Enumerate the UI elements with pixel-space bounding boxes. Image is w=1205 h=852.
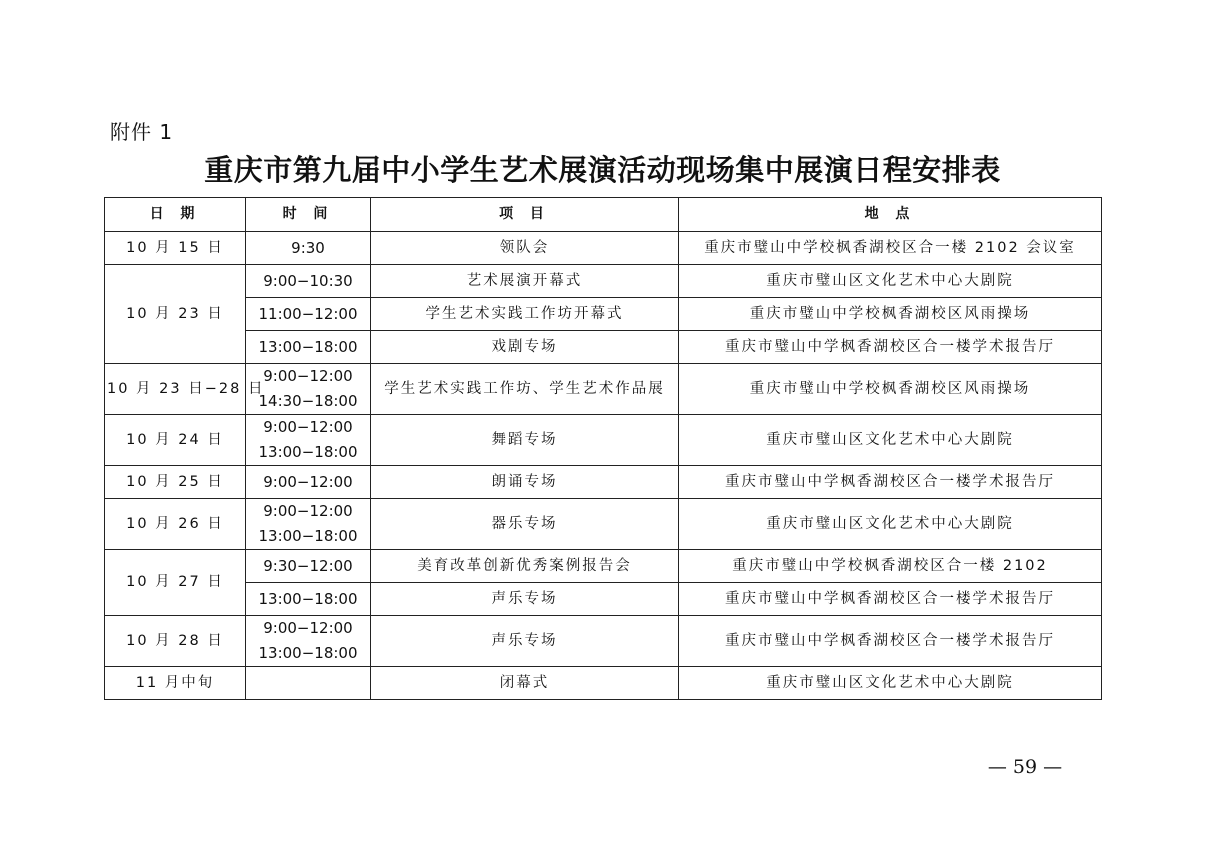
cell-time [246,415,371,466]
cell-location: 重庆市璧山中学枫香湖校区合一楼学术报告厅 [679,616,1102,667]
schedule-table [104,197,1102,700]
cell-item: 朗诵专场 [371,466,679,499]
table-header-row [105,198,1102,232]
cell-location: 重庆市璧山区文化艺术中心大剧院 [679,265,1102,298]
cell-item: 美育改革创新优秀案例报告会 [371,550,679,583]
cell-location: 重庆市璧山中学枫香湖校区合一楼学术报告厅 [679,331,1102,364]
table-row [105,415,1102,466]
time-line: 9:00−12:00 [263,502,353,520]
cell-date: 10 月 23 日 [105,265,246,364]
table-row [105,667,1102,700]
cell-location: 重庆市璧山中学校枫香湖校区风雨操场 [679,364,1102,415]
time-line: 9:30−12:00 [263,556,353,575]
table-row [105,265,1102,298]
page-number: — 59 — [987,756,1063,778]
cell-item: 戏剧专场 [371,331,679,364]
table-row [105,499,1102,550]
cell-location: 重庆市璧山中学枫香湖校区合一楼学术报告厅 [679,466,1102,499]
cell-item: 学生艺术实践工作坊、学生艺术作品展 [371,364,679,415]
cell-time [246,583,371,616]
cell-time [246,616,371,667]
table-row [105,466,1102,499]
cell-item: 声乐专场 [371,583,679,616]
time-line: 9:00−10:30 [263,271,353,290]
table-row [105,550,1102,583]
cell-time [246,466,371,499]
cell-time [246,232,371,265]
cell-date: 10 月 23 日−28 日 [105,364,246,415]
header-time: 时 间 [246,198,371,232]
header-date: 日 期 [105,198,246,232]
cell-date: 11 月中旬 [105,667,246,700]
cell-date: 10 月 25 日 [105,466,246,499]
cell-item: 器乐专场 [371,499,679,550]
cell-location: 重庆市璧山中学校枫香湖校区合一楼 2102 会议室 [679,232,1102,265]
time-line: 13:00−18:00 [258,443,358,461]
cell-location: 重庆市璧山中学校枫香湖校区合一楼 2102 [679,550,1102,583]
header-item: 项 目 [371,198,679,232]
cell-item: 领队会 [371,232,679,265]
cell-item: 艺术展演开幕式 [371,265,679,298]
cell-location: 重庆市璧山区文化艺术中心大剧院 [679,499,1102,550]
time-line: 9:00−12:00 [263,418,353,436]
cell-time [246,667,371,700]
time-line: 13:00−18:00 [258,337,358,356]
cell-date: 10 月 24 日 [105,415,246,466]
cell-location: 重庆市璧山中学校枫香湖校区风雨操场 [679,298,1102,331]
cell-time [246,499,371,550]
time-line: 14:30−18:00 [258,392,358,410]
cell-date: 10 月 15 日 [105,232,246,265]
cell-time [246,298,371,331]
time-line: 13:00−18:00 [258,644,358,662]
table-row [105,583,1102,616]
cell-item: 闭幕式 [371,667,679,700]
cell-date: 10 月 26 日 [105,499,246,550]
time-line: 9:00−12:00 [263,472,353,491]
cell-date: 10 月 28 日 [105,616,246,667]
document-title: 重庆市第九届中小学生艺术展演活动现场集中展演日程安排表 [204,153,1001,187]
time-line: 13:00−18:00 [258,589,358,608]
attachment-label: 附件 1 [110,120,174,144]
cell-item: 舞蹈专场 [371,415,679,466]
cell-time [246,364,371,415]
time-line: 9:00−12:00 [263,619,353,637]
table-row [105,616,1102,667]
header-location: 地 点 [679,198,1102,232]
cell-date: 10 月 27 日 [105,550,246,616]
table-row [105,331,1102,364]
table-row [105,298,1102,331]
cell-location: 重庆市璧山中学枫香湖校区合一楼学术报告厅 [679,583,1102,616]
time-line: 9:30 [291,238,325,257]
cell-item: 学生艺术实践工作坊开幕式 [371,298,679,331]
cell-item: 声乐专场 [371,616,679,667]
time-line: 13:00−18:00 [258,527,358,545]
cell-location: 重庆市璧山区文化艺术中心大剧院 [679,415,1102,466]
time-line: 11:00−12:00 [258,304,358,323]
cell-location: 重庆市璧山区文化艺术中心大剧院 [679,667,1102,700]
table-row [105,232,1102,265]
table-row [105,364,1102,415]
cell-time [246,265,371,298]
cell-time [246,331,371,364]
cell-time [246,550,371,583]
time-line: 9:00−12:00 [263,367,353,385]
